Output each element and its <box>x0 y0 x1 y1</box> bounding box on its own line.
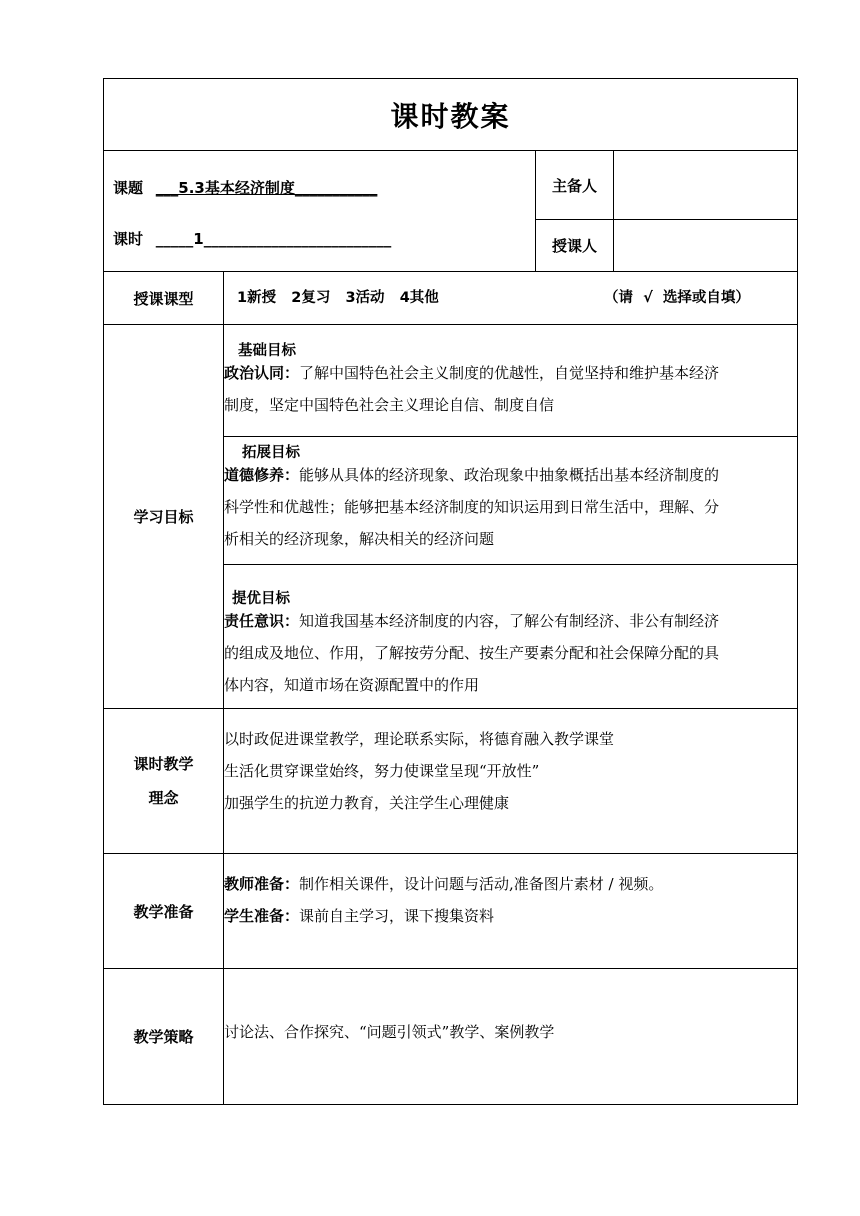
objective-advanced <box>224 565 798 708</box>
period-label: 课时 <box>113 230 144 248</box>
teacher-prep-key: 教师准备： <box>224 875 300 893</box>
preparation-label: 教学准备 <box>133 902 194 921</box>
objective-line: 了解中国特色社会主义制度的优越性，自觉坚持和维护基本经济 <box>299 364 720 382</box>
objective-line: 科学性和优越性；能够把基本经济制度的知识运用到日常生活中，理解、分 <box>224 498 720 516</box>
preparer-label: 主备人 <box>551 176 597 195</box>
topic-label: 课题 <box>113 179 144 197</box>
objective-heading: 提优目标 <box>232 591 290 607</box>
teacher-label: 授课人 <box>551 237 597 255</box>
preparer-value[interactable] <box>614 151 797 219</box>
teacher-prep-text: 制作相关课件，设计问题与活动,准备图片素材 / 视频。 <box>299 875 664 893</box>
objectives-label: 学习目标 <box>133 508 194 526</box>
lesson-type-label: 授课课型 <box>133 289 194 308</box>
objective-basic <box>224 325 798 436</box>
objective-text <box>224 357 798 421</box>
lesson-type-note: （请 √ 选择或自填） <box>604 290 750 306</box>
strategy-text: 讨论法、合作探究、“问题引领式”教学、案例教学 <box>224 1023 555 1041</box>
preparation-text <box>224 868 798 932</box>
objective-line: 知道我国基本经济制度的内容，了解公有制经济、非公有制经济 <box>299 612 720 630</box>
objective-key: 政治认同： <box>224 364 300 382</box>
objective-extended <box>224 437 798 564</box>
topic-line <box>113 172 533 204</box>
lesson-type-options: 1新授 2复习 3活动 4其他 <box>237 290 439 306</box>
philosophy-line: 生活化贯穿课堂始终，努力使课堂呈现“开放性” <box>224 762 540 780</box>
philosophy-line: 加强学生的抗逆力教育，关注学生心理健康 <box>224 794 510 812</box>
philosophy-text <box>224 723 798 819</box>
objective-text <box>224 605 798 701</box>
lesson-plan-table <box>103 78 798 1105</box>
objective-line: 能够从具体的经济现象、政治现象中抽象概括出基本经济制度的 <box>299 466 720 484</box>
objective-line: 制度，坚定中国特色社会主义理论自信、制度自信 <box>224 396 555 414</box>
period-value: _____1_________________________ <box>155 230 392 248</box>
topic-value: ___5.3基本经济制度___________ <box>155 179 378 197</box>
objective-key: 责任意识： <box>224 612 300 630</box>
objective-heading: 基础目标 <box>238 343 296 359</box>
student-prep-key: 学生准备： <box>224 907 300 925</box>
student-prep-text: 课前自主学习，课下搜集资料 <box>299 907 495 925</box>
philosophy-label-line: 理念 <box>148 789 179 807</box>
objective-line: 的组成及地位、作用，了解按劳分配、按生产要素分配和社会保障分配的具 <box>224 644 720 662</box>
philosophy-line: 以时政促进课堂教学，理论联系实际，将德育融入教学课堂 <box>224 730 615 748</box>
page-title: 课时教案 <box>390 100 511 133</box>
objective-key: 道德修养： <box>224 466 300 484</box>
strategy-label: 教学策略 <box>133 1028 194 1046</box>
objective-text <box>224 459 798 555</box>
teacher-value[interactable] <box>614 220 797 271</box>
philosophy-label <box>104 709 223 853</box>
period-line <box>113 223 533 255</box>
objective-line: 体内容，知道市场在资源配置中的作用 <box>224 676 480 694</box>
objective-heading: 拓展目标 <box>242 445 300 461</box>
philosophy-label-line: 课时教学 <box>133 755 194 773</box>
objective-line: 析相关的经济现象，解决相关的经济问题 <box>224 530 495 548</box>
